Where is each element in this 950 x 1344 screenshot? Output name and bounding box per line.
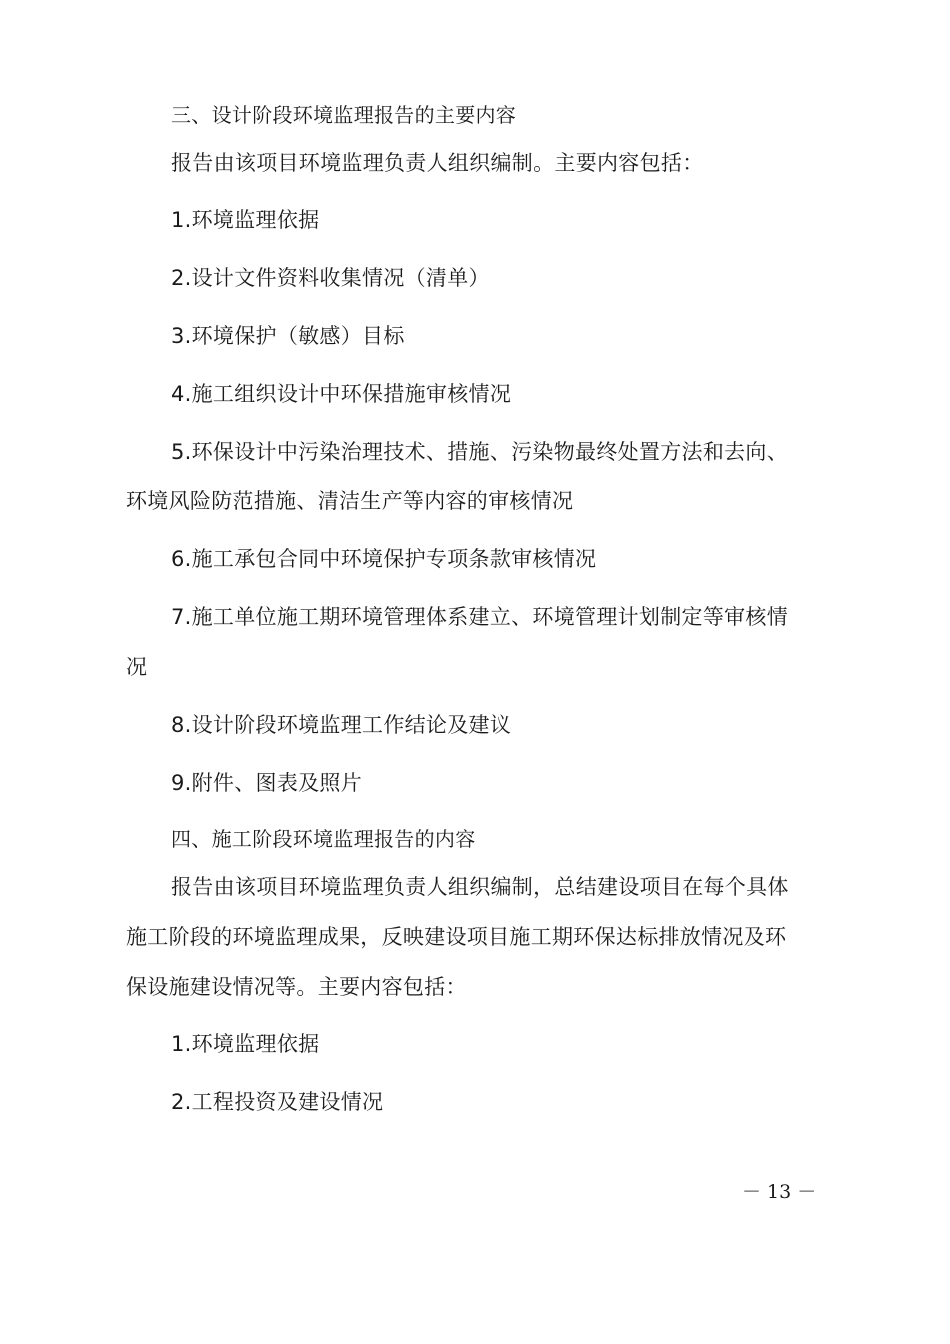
section-4-heading: 四、施工阶段环境监理报告的内容 xyxy=(171,827,476,851)
section-3-intro: 报告由该项目环境监理负责人组织编制。主要内容包括： xyxy=(171,151,704,175)
section-3-item-9: 9.附件、图表及照片 xyxy=(171,771,363,795)
section-3-heading: 三、设计阶段环境监理报告的主要内容 xyxy=(171,103,517,127)
section-3-item-7-continued: 况 xyxy=(126,655,148,679)
section-4-intro-line-2: 施工阶段的环境监理成果，反映建设项目施工期环保达标排放情况及环 xyxy=(126,925,787,949)
section-4-intro-line-1: 报告由该项目环境监理负责人组织编制，总结建设项目在每个具体 xyxy=(171,875,789,899)
section-3-item-3: 3.环境保护（敏感）目标 xyxy=(171,324,405,348)
section-3-item-6: 6.施工承包合同中环境保护专项条款审核情况 xyxy=(171,547,597,571)
section-3-item-8: 8.设计阶段环境监理工作结论及建议 xyxy=(171,713,512,737)
section-4-intro-line-3: 保设施建设情况等。主要内容包括： xyxy=(126,975,467,999)
section-3-item-4: 4.施工组织设计中环保措施审核情况 xyxy=(171,382,512,406)
section-3-item-1: 1.环境监理依据 xyxy=(171,208,320,232)
section-3-item-5-continued: 环境风险防范措施、清洁生产等内容的审核情况 xyxy=(126,489,574,513)
section-4-item-1: 1.环境监理依据 xyxy=(171,1032,320,1056)
section-4-item-2: 2.工程投资及建设情况 xyxy=(171,1090,384,1114)
section-3-item-2: 2.设计文件资料收集情况（清单） xyxy=(171,266,490,290)
page-number: － 13 － xyxy=(742,1181,817,1203)
section-3-item-5: 5.环保设计中污染治理技术、措施、污染物最终处置方法和去向、 xyxy=(171,440,789,464)
section-3-item-7: 7.施工单位施工期环境管理体系建立、环境管理计划制定等审核情 xyxy=(171,605,789,629)
